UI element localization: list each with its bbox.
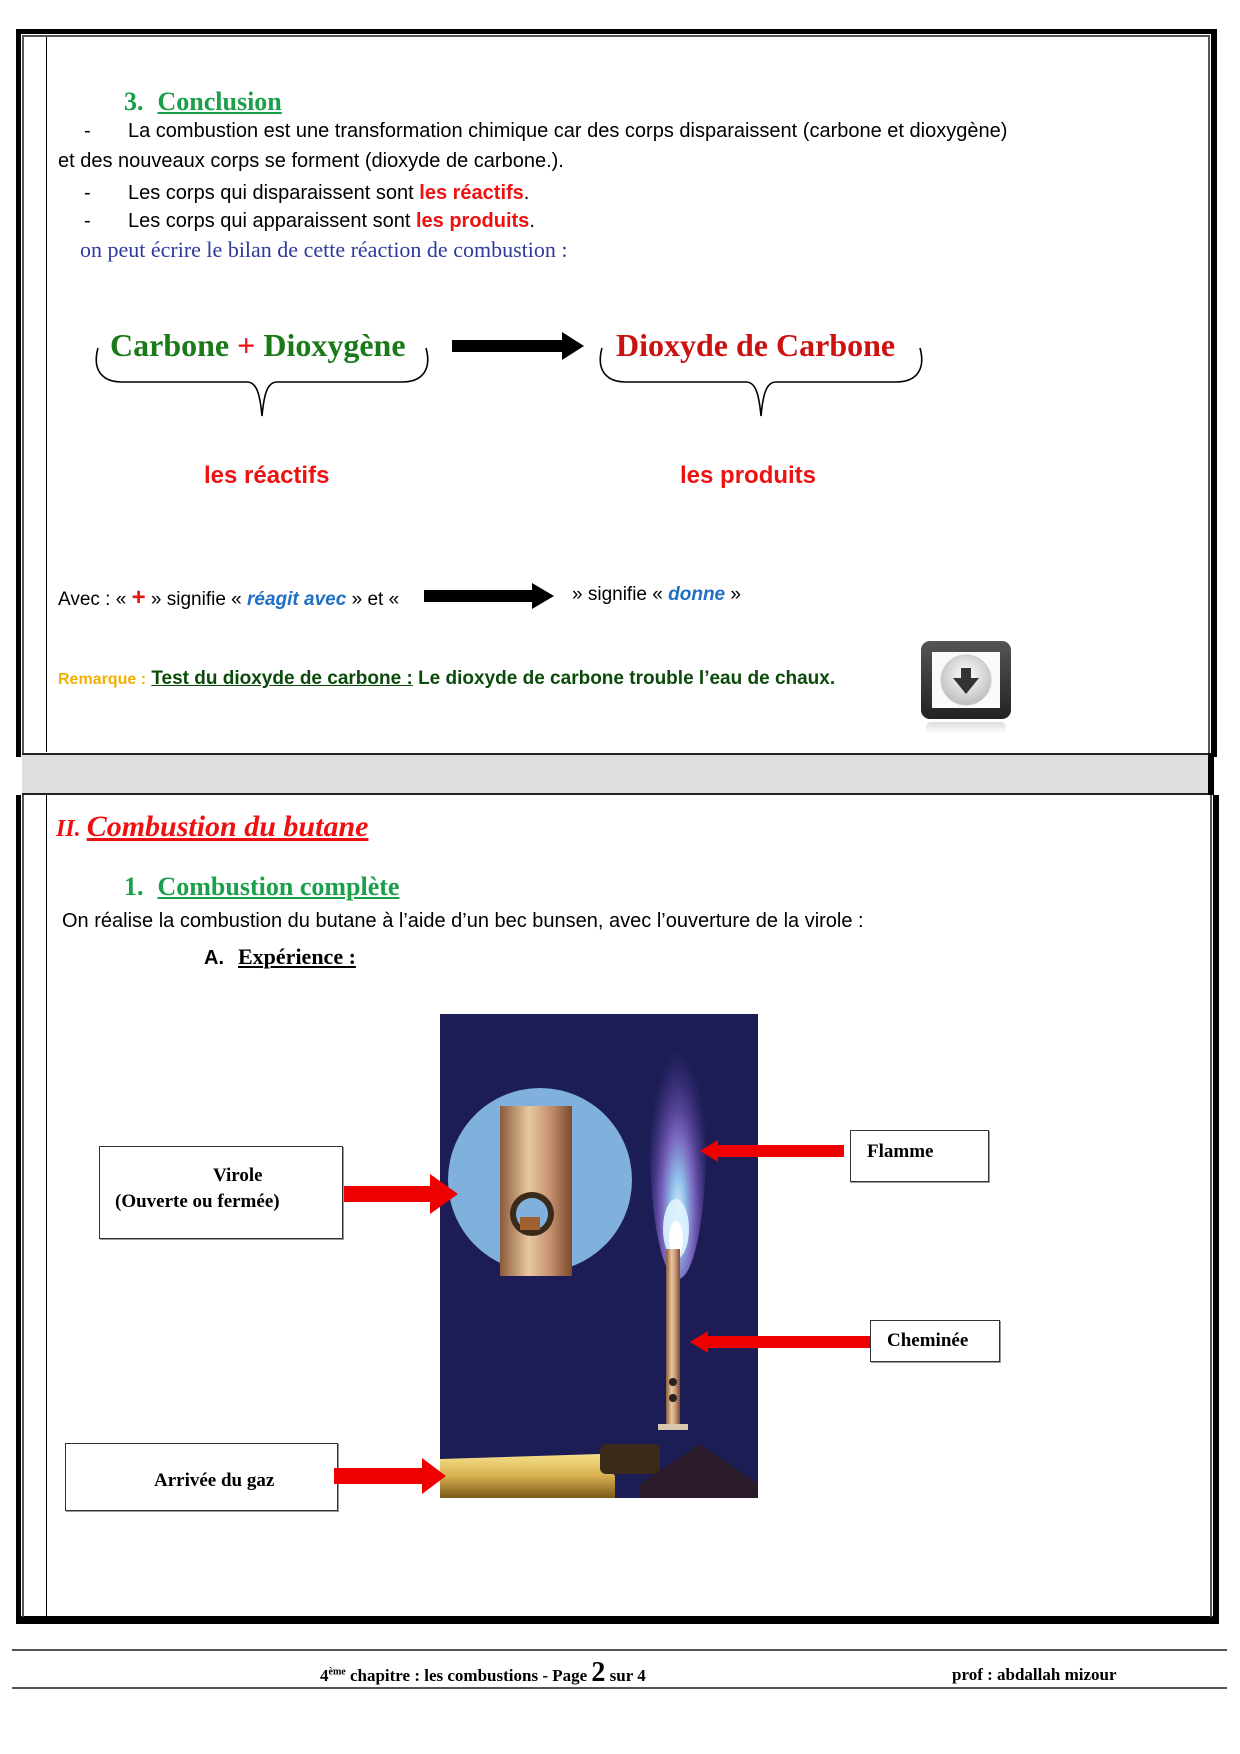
butane-intro: On réalise la combustion du butane à l’aide d’un bec bunsen, avec l’ouverture de la virole : xyxy=(62,910,864,932)
products-brace-icon xyxy=(596,340,926,420)
reactants-brace-icon xyxy=(92,340,432,420)
flamme-label: Flamme xyxy=(867,1141,934,1162)
bunsen-burner-photo xyxy=(440,1014,758,1498)
section-separator-band xyxy=(22,753,1210,795)
legend-line: Avec : « + » signifie « réagit avec » et « xyxy=(58,584,400,611)
virole-state-label: (Ouverte ou fermée) xyxy=(115,1191,280,1212)
complete-combustion-heading: 1. Combustion complète xyxy=(124,872,400,901)
equation-arrow-icon xyxy=(452,332,584,360)
footer-top-rule xyxy=(12,1649,1227,1651)
virole-label-box xyxy=(99,1146,343,1239)
footer-chapter: 4ème chapitre : les combustions - Page 2 sur 4 xyxy=(320,1657,646,1688)
cheminee-label: Cheminée xyxy=(887,1330,969,1351)
legend-line-end: » signifie « donne » xyxy=(572,584,741,605)
flamme-arrow-icon xyxy=(700,1140,844,1162)
gas-inlet-label-box xyxy=(65,1443,338,1511)
virole-label: Virole xyxy=(213,1165,263,1186)
experience-heading: A. Expérience : xyxy=(204,944,356,969)
left-margin-line xyxy=(46,795,47,1617)
footer-author: prof : abdallah mizour xyxy=(952,1665,1117,1684)
gas-inlet-arrow-icon xyxy=(334,1458,446,1494)
products-label: les produits xyxy=(680,462,817,489)
cheminee-arrow-icon xyxy=(690,1331,870,1353)
separator-band-edge xyxy=(1208,753,1214,795)
equation-product: Dioxyde de Carbone xyxy=(616,327,896,363)
bullet-combustion-line2: et des nouveaux corps se forment (dioxyde de carbone.). xyxy=(58,150,564,172)
gas-inlet-label: Arrivée du gaz xyxy=(154,1470,275,1491)
remark-line: Remarque : Test du dioxyde de carbone : Le dioxyde de carbone trouble l’eau de chaux. xyxy=(58,668,836,689)
footer-bottom-rule xyxy=(12,1687,1227,1689)
bilan-intro: on peut écrire le bilan de cette réaction de combustion : xyxy=(80,237,568,262)
left-margin-line xyxy=(46,37,47,752)
bullet-products: - Les corps qui apparaissent sont les produits. xyxy=(84,210,535,232)
download-arrow-icon xyxy=(920,640,1012,740)
conclusion-heading: 3. Conclusion xyxy=(124,87,282,116)
section-butane-heading: II. Combustion du butane xyxy=(56,810,369,843)
equation-reactants: Carbone + Dioxygène xyxy=(110,327,406,363)
cheminee-label-box xyxy=(870,1320,1000,1362)
reactants-label: les réactifs xyxy=(204,462,330,489)
virole-arrow-icon xyxy=(344,1174,458,1214)
bullet-reactants: - Les corps qui disparaissent sont les réactifs. xyxy=(84,182,530,204)
flamme-label-box xyxy=(850,1130,989,1182)
download-button[interactable] xyxy=(920,640,1012,724)
legend-arrow-icon xyxy=(424,583,554,609)
bullet-combustion-line1: - La combustion est une transformation chimique car des corps disparaissent (carbone et dioxygène) xyxy=(84,120,1008,142)
